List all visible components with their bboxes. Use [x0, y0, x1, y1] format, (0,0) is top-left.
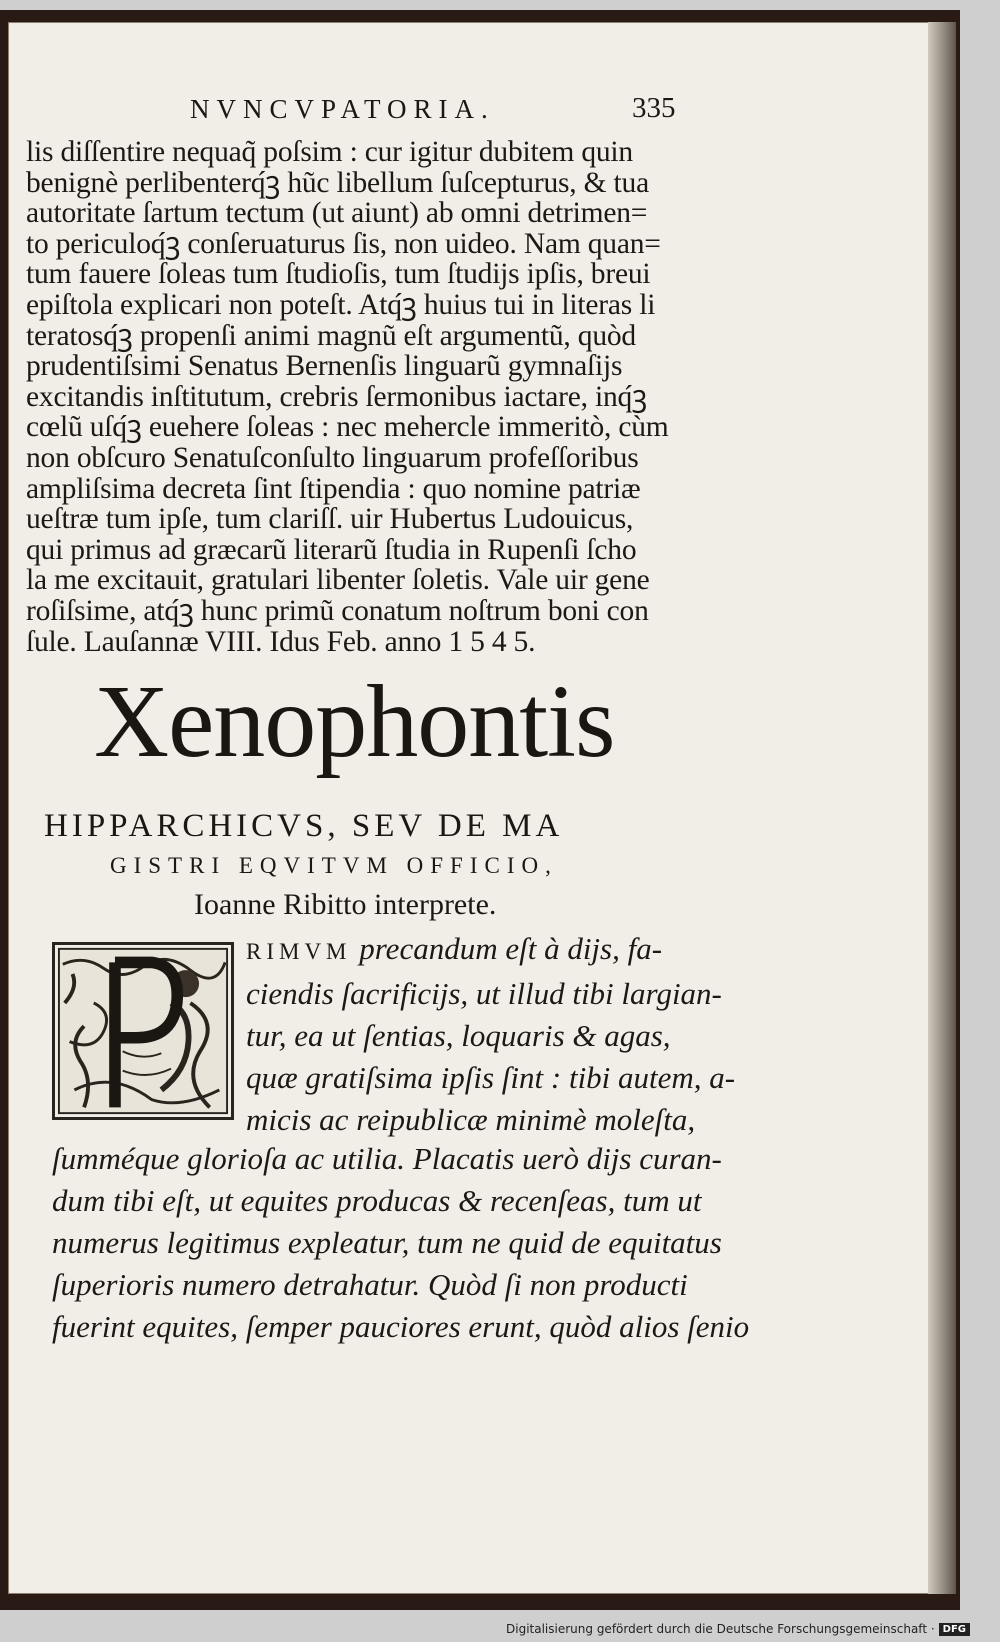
text-line: tur, ea ut ſentias, loquaris & agas,	[246, 1018, 671, 1053]
opening-paragraph-continued	[52, 1138, 750, 1348]
text-line: autoritate ſartum tectum (ut aiunt) ab omni detrimen=	[26, 197, 648, 230]
text-line: la me excitauit, gratulari libenter ſoletis. Vale uir gene	[26, 564, 650, 597]
text-line: teratosq́ꝫ propenſi animi magnũ eſt argumentũ, quòd	[26, 319, 636, 352]
text-line: ſule. Lauſannæ VIII. Idus Feb. anno 1 5 4 5.	[26, 625, 536, 658]
text-line: ſuperioris numero detrahatur. Quòd ſi non producti	[52, 1267, 688, 1302]
work-subtitle-line-1: HIPPARCHICVS, SEV DE MA	[44, 808, 564, 844]
text-line-fragment: precandum eſt à dijs, fa-	[359, 931, 663, 966]
work-subtitle-line-2: GISTRI EQVITVM OFFICIO,	[110, 853, 558, 878]
text-line: to periculoq́ꝫ conſeruaturus ſis, non uideo. Nam quan=	[26, 227, 661, 260]
text-line: quæ gratiſsima ipſis ſint : tibi autem, a-	[246, 1060, 736, 1095]
text-line: ſumméque glorioſa ac utilia. Placatis uerò dijs curan-	[52, 1141, 722, 1176]
page-fore-edge	[928, 22, 956, 1594]
text-line: micis ac reipublicæ minimè moleſta,	[246, 1102, 696, 1137]
work-title: Xenophontis	[94, 664, 615, 779]
dedication-text	[26, 137, 716, 657]
text-line: prudentiſsimi Senatus Bernenſis linguarũ gymnaſijs	[26, 350, 623, 383]
text-line: tum fauere ſoleas tum ſtudioſis, tum ſtudijs ipſis, breui	[26, 258, 651, 291]
text-line: benignè perlibenterq́ꝫ hũc libellum ſuſcepturus, & tua	[26, 166, 649, 199]
page-number: 335	[632, 92, 676, 124]
text-line	[246, 928, 716, 973]
ornament-icon	[55, 945, 231, 1117]
text-line: fuerint equites, ſemper pauciores erunt, quòd alios ſenio	[52, 1309, 750, 1344]
text-line: ueſtræ tum ipſe, tum clariſſ. uir Hubertus Ludouicus,	[26, 503, 634, 536]
running-head: NVNCVPATORIA.	[190, 94, 495, 124]
text-line: qui primus ad græcarũ literarũ ſtudia in Rupenſi ſcho	[26, 533, 637, 566]
text-line: ampliſsima decreta ſint ſtipendia : quo nomine patriæ	[26, 472, 641, 505]
text-line: excitandis inſtitutum, crebris ſermonibus iactare, inq́ꝫ	[26, 380, 647, 413]
text-line: dum tibi eſt, ut equites producas & recenſeas, tum ut	[52, 1183, 702, 1218]
text-line: epiſtola explicari non poteſt. Atq́ꝫ huius tui in literas li	[26, 288, 656, 321]
text-line: lis diſſentire nequaq̃ poſsim : cur igitur dubitem quin	[26, 136, 633, 168]
text-line: roſiſsime, atq́ꝫ hunc primũ conatum noſtrum boni con	[26, 594, 649, 627]
dfg-logo: DFG	[939, 1623, 970, 1636]
decorated-initial-p	[52, 942, 234, 1120]
translator-line: Ioanne Ribitto interprete.	[194, 888, 497, 921]
text-line: numerus legitimus expleatur, tum ne quid de equitatus	[52, 1225, 722, 1260]
lead-small-caps: RIMVM	[246, 939, 352, 964]
digitization-credit	[506, 1622, 970, 1636]
credit-text: Digitalisierung gefördert durch die Deutsche Forschungsgemeinschaft ·	[506, 1622, 935, 1636]
text-line: cœlũ uſq́ꝫ euehere ſoleas : nec mehercle immeritò, cùm	[26, 411, 669, 444]
text-line: non obſcuro Senatuſconſulto linguarum profeſſoribus	[26, 441, 639, 474]
opening-paragraph-side	[246, 928, 736, 1141]
text-line: ciendis ſacrificijs, ut illud tibi largian-	[246, 976, 722, 1011]
